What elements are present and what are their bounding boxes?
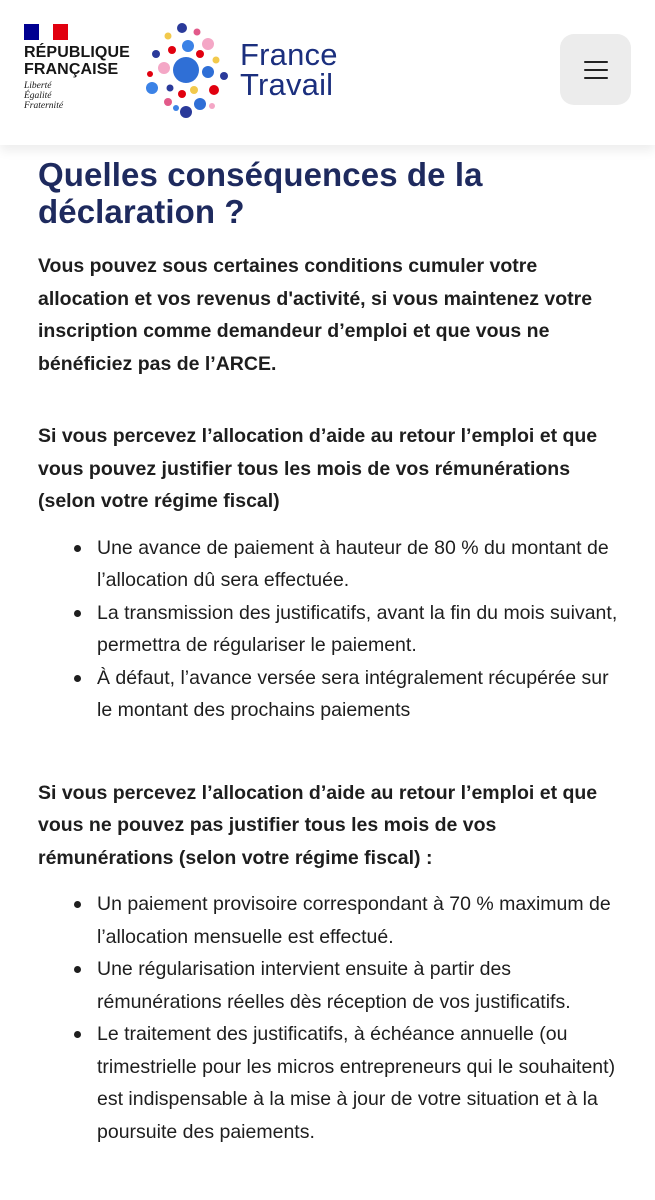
motto-fraternite: Fraternité <box>24 101 64 111</box>
page-title: Quelles conséquences de la déclaration ? <box>38 156 483 230</box>
bullet-icon <box>74 610 81 617</box>
section-heading-justify: Si vous percevez l’allocation d’aide au retour l’emploi et que vous pouvez justifier tous les mois de vos rémunérations (selon votre régime fiscal) <box>38 425 598 512</box>
republique-motto <box>24 81 134 111</box>
brand-line2: Travail <box>240 67 334 102</box>
list-item <box>97 532 623 597</box>
section-heading-no-justify: Si vous percevez l’allocation d’aide au retour l’emploi et que vous ne pouvez pas justifier tous les mois de vos rémunérations (selon votre régime fiscal) : <box>38 781 598 869</box>
republique-name <box>24 44 134 78</box>
bullet-icon <box>74 901 81 908</box>
motto-liberte: Liberté <box>24 81 52 91</box>
intro-paragraph: Vous pouvez sous certaines conditions cumuler votre allocation et vos revenus d'activité, si vous maintenez votre inscription comme demandeur d’emploi et que vous ne bénéficiez pas de l’ARCE. <box>38 255 593 375</box>
bullet-icon <box>74 545 81 552</box>
list-item <box>97 597 623 662</box>
list-item <box>97 1018 623 1148</box>
bullet-icon <box>74 675 81 682</box>
motto-egalite: Égalité <box>24 91 52 101</box>
list-item-text: À défaut, l’avance versée sera intégralement récupérée sur le montant des prochains paiements <box>97 666 609 721</box>
list-item-text: Un paiement provisoire correspondant à 70 % maximum de l’allocation mensuelle est effectué. <box>97 893 611 948</box>
list-item-text: Le traitement des justificatifs, à échéance annuelle (ou trimestrielle pour les micros entrepreneurs qui le souhaitent) est indispensable à la mise à jour de votre situation et à la poursuite des paiements. <box>97 1023 616 1143</box>
menu-button[interactable] <box>560 34 631 105</box>
brand-line1: France <box>240 37 338 72</box>
list-item <box>97 888 623 953</box>
list-item <box>97 953 623 1018</box>
bullet-icon <box>74 966 81 973</box>
bullet-icon <box>74 1031 81 1038</box>
main-content <box>38 150 623 1148</box>
france-travail-dots-logo-icon[interactable] <box>142 22 232 118</box>
list-item-text: Une avance de paiement à hauteur de 80 % du montant de l’allocation dû sera effectuée. <box>97 536 609 591</box>
list-item-text: La transmission des justificatifs, avant la fin du mois suivant, permettra de régulariser le paiement. <box>97 601 618 656</box>
marianne-flag-icon <box>24 24 68 40</box>
republique-name-line1: RÉPUBLIQUE <box>24 44 130 61</box>
bullet-list-no-justify <box>38 888 623 1148</box>
hamburger-icon <box>584 61 608 79</box>
bullet-list-justify <box>38 532 623 727</box>
france-travail-wordmark[interactable] <box>240 37 338 102</box>
republique-francaise-logo[interactable] <box>24 24 134 111</box>
republique-name-line2: FRANÇAISE <box>24 61 119 78</box>
site-header <box>0 0 655 145</box>
list-item-text: Une régularisation intervient ensuite à partir des rémunérations réelles dès réception de vos justificatifs. <box>97 958 571 1013</box>
list-item <box>97 662 623 727</box>
